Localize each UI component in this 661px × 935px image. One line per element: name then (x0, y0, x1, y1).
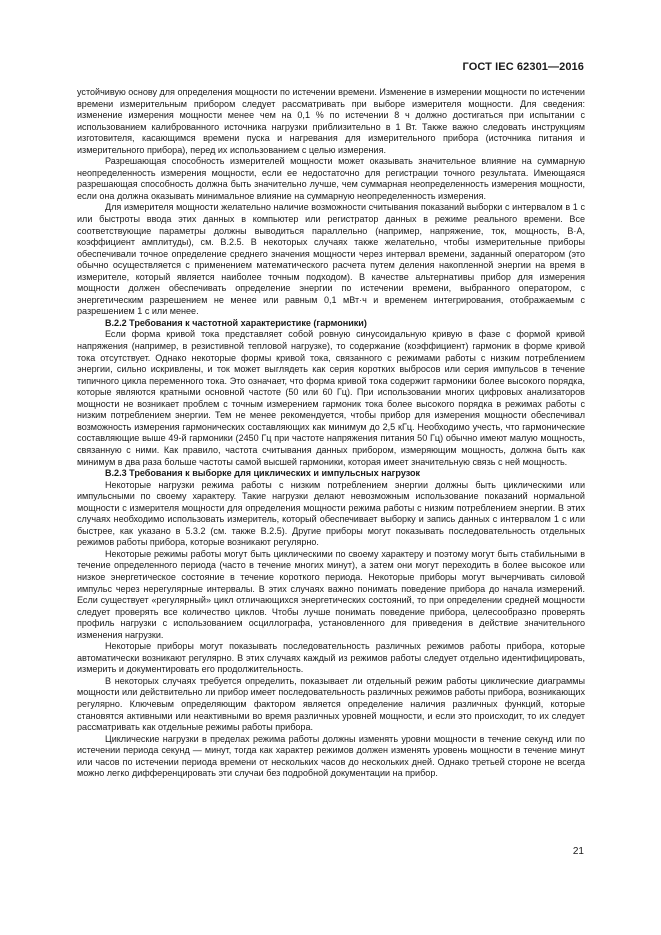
section-heading-b22: В.2.2 Требования к частотной характеристике (гармоники) (105, 317, 367, 328)
paragraph: устойчивую основу для определения мощности по истечении времени. Изменение в измерении мощности по истечении времени измерительным прибором следует рассматривать при выборе измерителя мощности. Для сведения: изменение измерения мощности менее чем на 0,1 % по истечении 8 ч должно достигаться при испытании с использованием калиброванного источника нагрузки приблизительно в 1 Вт. Также важно следовать инструкциям изготовителя, касающимся времени пуска и нагревания для измерительного прибора (источника питания и измерительного прибора), перед их использованием с целью измерения. (77, 87, 585, 155)
page-number: 21 (572, 846, 584, 857)
paragraph: Некоторые приборы могут показывать последовательность различных режимов работы прибора, которые автоматически возникают регулярно. В этих случаях каждый из режимов работы следует отдельно идентифицировать, измерить и документировать его продолжительность. (77, 641, 585, 675)
paragraph: В некоторых случаях требуется определить, показывает ли отдельный режим работы циклические диаграммы мощности или действительно ли прибор имеет последовательность различных режимов работы прибора, возникающих регулярно. Ключевым определяющим фактором является определение наличия различных функций, которые становятся активными или неактивными во время различных уровней мощности, и если это происходит, то их следует рассматривать как отдельные режимы работы прибора. (77, 675, 586, 733)
section-heading-b23: В.2.3 Требования к выборке для циклических и импульсных нагрузок (105, 468, 421, 479)
body-text (77, 87, 585, 780)
paragraph: Если форма кривой тока представляет собой ровную синусоидальную кривую в фазе с формой кривой напряжения (например, в резистивной тепловой нагрузке), то содержание (коэффициент) гармоник в форме кривой тока отсутствует. Однако некоторые формы кривой тока, связанного с режимами работы с низким потреблением энергии, сильно искривлены, и ток может выглядеть как серия коротких выбросов или серия импульсов в течение типичного цикла переменного тока. Это означает, что форма кривой тока содержит гармоники более высокого порядка, которые являются кратными основной частоте (50 или 60 Гц). При использовании многих цифровых анализаторов мощности не возникает проблем с точным измерением гармоник тока более высокого порядка в режимах работы с низким потреблением энергии. Тем не менее рекомендуется, чтобы прибор для измерения мощности обеспечивал возможность измерения гармонических составляющих как минимум до 2,5 кГц. Необходимо учесть, что гармонические составляющие выше 49-й гармоники (2450 Гц при частоте напряжения питания 50 Гц) обычно имеют малую мощность, связанную с ними. Как правило, частота считывания данных прибором, измеряющим мощность, должна быть как минимум в два раза больше частоты самой высшей гармоники, которая имеет значительную связь с ней мощность. (77, 329, 585, 467)
paragraph: Некоторые нагрузки режима работы с низким потреблением энергии должны быть циклическими или импульсными по своему характеру. Такие нагрузки делают невозможным использование показаний нормальной мощности с измерителя мощности для определения мощности режима работы с низким потреблением энергии. В этих случаях необходимо использовать измеритель, который обеспечивает выборку и запись данных с интервалом 1 с или быстрее, как указано в 5.3.2 (см. также В.2.5). Другие приборы могут показывать последовательность отдельных режимов работы прибора, которые возникают регулярно. (77, 479, 585, 548)
paragraph: Разрешающая способность измерителей мощности может оказывать значительное влияние на суммарную неопределенность измерения мощности, если ее недостаточно для регистрации точного результата. Имеющаяся разрешающая способность должна быть значительно лучше, чем суммарная неопределенность измерения мощности, если она должна оказывать минимальное влияние на суммарную неопределенность измерения. (77, 156, 585, 201)
paragraph: Для измерителя мощности желательно наличие возможности считывания показаний выборки с интервалом в 1 с или быстроты ввода этих данных в компьютер или регистратор данных в режиме реального времени. Все соответствующие параметры должны выводиться параллельно (например, напряжение, ток, мощность, В·А, коэффициент амплитуды), см. В.2.5. В некоторых случаях также желательно, чтобы измерительные приборы обеспечивали точное определение среднего значения мощности через интервал времени, заданный оператором (это обычно осуществляется с применением математического расчета путем деления накопленной энергии на время в измерителе, который является наиболее точным подходом). В качестве альтернативы прибор для измерения мощности должен обеспечивать определение энергии по истечении времени, выбранного оператором, с энергетическим разрешением не менее или равным 0,1 мВт·ч и временем интегрирования, отображаемым с разрешением 1 с или менее. (77, 202, 585, 317)
standard-designation: ГОСТ IEC 62301—2016 (462, 61, 584, 73)
paragraph: Некоторые режимы работы могут быть циклическими по своему характеру и поэтому могут быть стабильными в течение определенного периода (часто в течение многих минут), а затем они могут переходить в более высокое или низкое энергетическое состояние в течение короткого периода. Некоторые приборы могут вычерчивать силовой импульс через нерегулярные интервалы. В этих случаях важно понимать поведение прибора до начала измерений. Если существует «регулярный» цикл отличающихся энергетических состояний, то при определении средней мощности следует проверять все количество циклов. Чтобы лучше понимать поведение прибора, целесообразно проверять профиль нагрузки с использованием осциллографа, установленного для приведения в действие значительного изменения нагрузки. (77, 548, 585, 640)
paragraph: Циклические нагрузки в пределах режима работы должны изменять уровни мощности в течение секунд или по истечении периода секунд — минут, тогда как характер режимов должен изменять уровень мощности в течение минут или часов по истечении периода времени от нескольких часов до нескольких дней. Однако третьей стороне не всегда можно легко дифференцировать эти случаи без подробной документации на прибор. (77, 733, 585, 779)
